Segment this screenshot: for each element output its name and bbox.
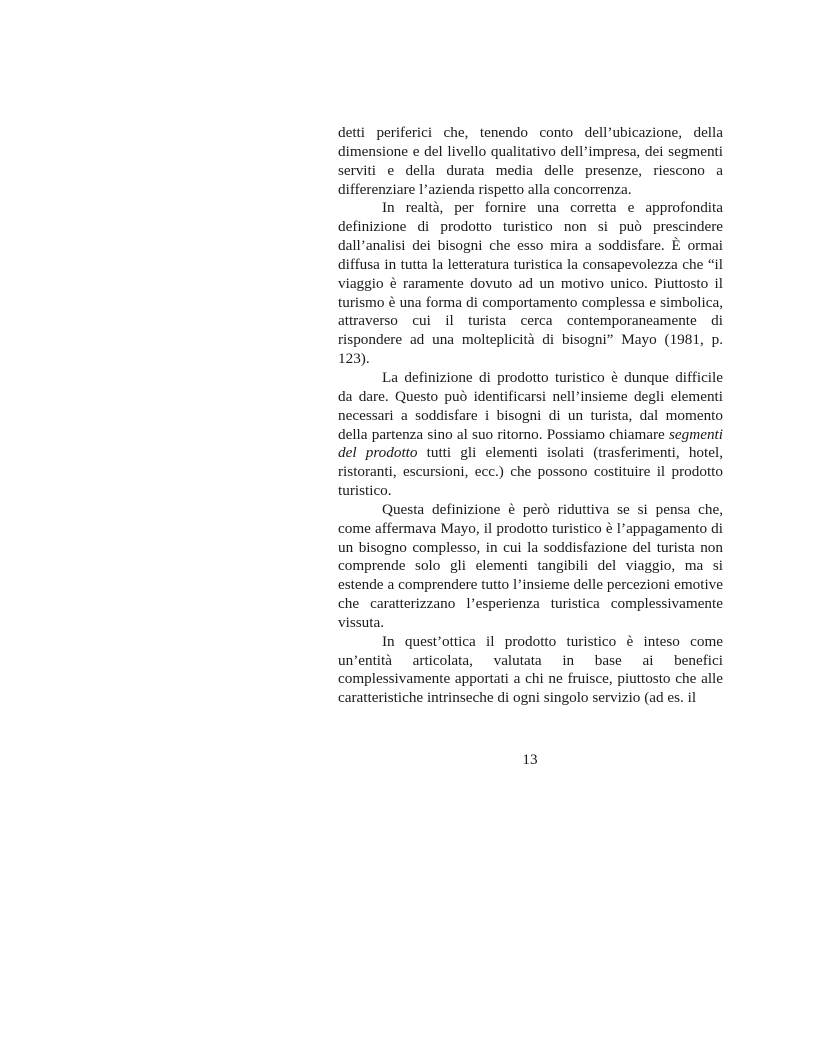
paragraph-riduttiva: Questa definizione è però riduttiva se si pensa che, come affermava Mayo, il prodotto turistico è l’appagamento di un bisogno complesso, in cui la soddisfazione del turista non comprende solo gli elementi tangibili del viaggio, ma si estende a comprendere tutto l’insieme delle percezioni emotive che caratterizzano l’esperienza turistica complessivamente vissuta. bbox=[338, 500, 723, 631]
paragraph-bisogni: In realtà, per fornire una corretta e approfondita definizione di prodotto turistico non si può prescindere dall’analisi dei bisogni che esso mira a soddisfare. È ormai diffusa in tutta la letteratura turistica la consapevolezza che “il viaggio è raramente dovuto ad un motivo unico. Piuttosto il turismo è una forma di comportamento complessa e simbolica, attraverso cui il turista cerca contemporaneamente di rispondere ad una molteplicità di bisogni” Mayo (1981, p. 123). bbox=[338, 199, 723, 368]
paragraph-ottica: In quest’ottica il prodotto turistico è inteso come un’entità articolata, valutata in base ai benefici complessivamente apportati a chi ne fruisce, piuttosto che alle caratteristiche intrinseche di ogni singolo servizio (ad es. il bbox=[338, 632, 723, 707]
paragraph-definizione-before: La definizione di prodotto turistico è dunque difficile da dare. Questo può identificarsi nell’insieme degli elementi necessari a soddisfare i bisogni di un turista, dal momento della partenza sino al suo ritorno. Possiamo chiamare bbox=[338, 368, 723, 443]
paragraph-definizione bbox=[338, 369, 723, 501]
emphasis-segmenti-del-prodotto: segmenti del prodotto bbox=[338, 425, 723, 462]
paragraph-continuation: detti periferici che, tenendo conto dell’ubicazione, della dimensione e del livello qualitativo dell’impresa, dei segmenti serviti e della durata media delle presenze, riescono a differenziare l’azienda rispetto alla concorrenza. bbox=[338, 124, 723, 198]
paragraph-definizione-after: tutti gli elementi isolati (trasferimenti, hotel, ristoranti, escursioni, ecc.) che possono costituire il prodotto turistico. bbox=[338, 444, 724, 500]
page-number: 13 bbox=[522, 751, 538, 768]
body-text bbox=[338, 124, 723, 708]
